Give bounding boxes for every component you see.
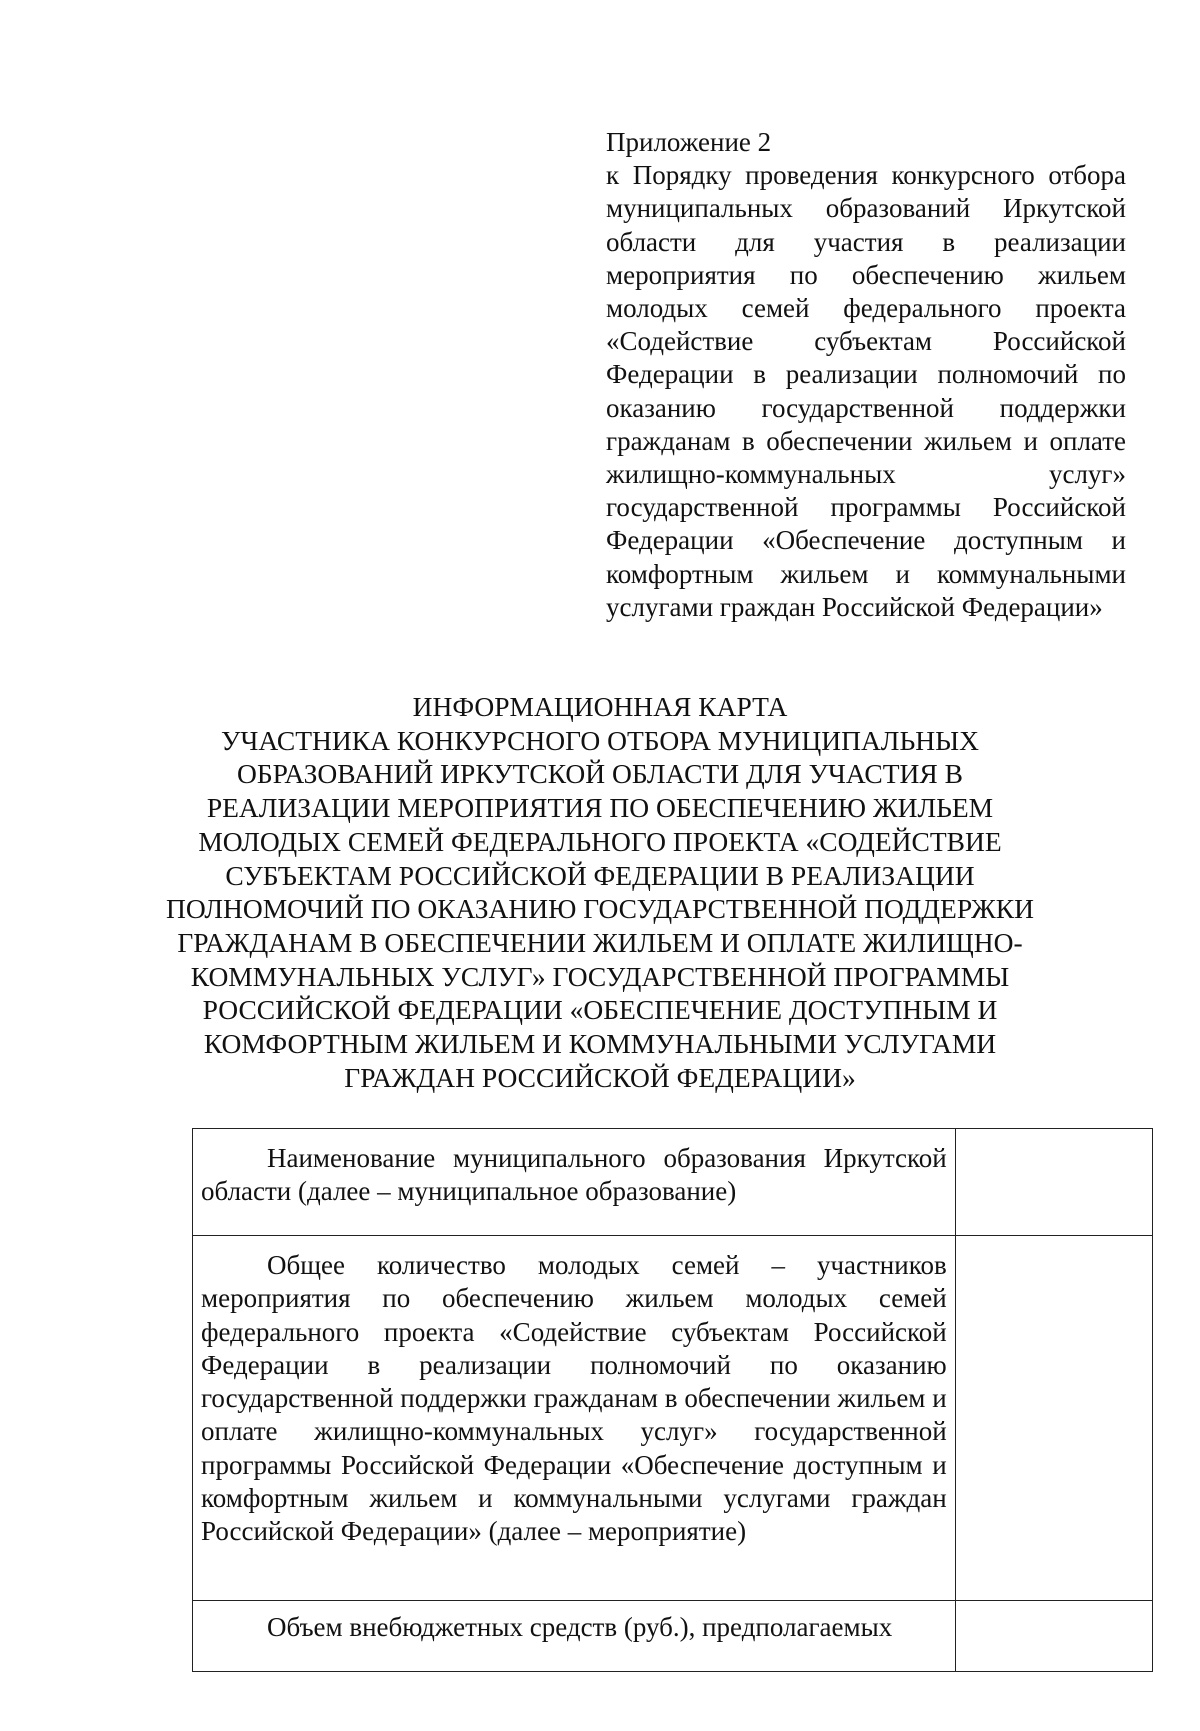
document-heading: ИНФОРМАЦИОННАЯ КАРТА УЧАСТНИКА КОНКУРСНОГО ОТБОРА МУНИЦИПАЛЬНЫХ ОБРАЗОВАНИЙ ИРКУТСКОЙ ОБЛАСТИ ДЛЯ УЧАСТИЯ В РЕАЛИЗАЦИИ МЕРОПРИЯТИЯ ПО ОБЕСПЕЧЕНИЮ ЖИЛЬЕМ МОЛОДЫХ СЕМЕЙ ФЕДЕРАЛЬНОГО ПРОЕКТА «СОДЕЙСТВИЕ СУБЪЕКТАМ РОССИЙСКОЙ ФЕДЕРАЦИИ В РЕАЛИЗАЦИИ ПОЛНОМОЧИЙ ПО ОКАЗАНИЮ ГОСУДАРСТВЕННОЙ ПОДДЕРЖКИ ГРАЖДАНАМ В ОБЕСПЕЧЕНИИ ЖИЛЬЕМ И ОПЛАТЕ ЖИЛИЩНО- КОММУНАЛЬНЫХ УСЛУГ» ГОСУДАРСТВЕННОЙ ПРОГРАММЫ РОССИЙСКОЙ ФЕДЕРАЦИИ «ОБЕСПЕЧЕНИЕ ДОСТУПНЫМ И КОМФОРТНЫМ ЖИЛЬЕМ И КОММУНАЛЬНЫМИ УСЛУГАМИ ГРАЖДАН РОССИЙСКОЙ ФЕДЕРАЦИИ» — [165, 691, 1035, 1093]
row-label-municipality-name: Наименование муниципального образования Иркутской области (далее – муниципальное образование) — [193, 1129, 956, 1236]
appendix-title: Приложение 2 — [606, 127, 772, 157]
table-row — [193, 1129, 1153, 1236]
row-value-municipality-name[interactable] — [955, 1129, 1152, 1236]
row-label-young-families-count: Общее количество молодых семей – участников мероприятия по обеспечению жильем молодых семей федерального проекта «Содействие субъектам Российской Федерации в реализации полномочий по оказанию государственной поддержки гражданам в обеспечении жильем и оплате жилищно-коммунальных услуг» государственной программы Российской Федерации «Обеспечение доступным и комфортным жильем и коммунальными услугами граждан Российской Федерации» (далее – мероприятие) — [193, 1236, 956, 1601]
row-label-extrabudgetary-funds: Объем внебюджетных средств (руб.), предполагаемых — [193, 1601, 956, 1672]
appendix-reference — [606, 126, 1126, 624]
info-card-table — [192, 1128, 1153, 1672]
row-value-young-families-count[interactable] — [955, 1236, 1152, 1601]
table-row — [193, 1236, 1153, 1601]
row-value-extrabudgetary-funds[interactable] — [955, 1601, 1152, 1672]
appendix-text: к Порядку проведения конкурсного отбора муниципальных образований Иркутской области для участия в реализации мероприятия по обеспечению жильем молодых семей федерального проекта «Содействие субъектам Российской Федерации в реализации полномочий по оказанию государственной поддержки гражданам в обеспечении жильем и оплате жилищно-коммунальных услуг» государственной программы Российской Федерации «Обеспечение доступным и комфортным жильем и коммунальными услугами граждан Российской Федерации» — [606, 160, 1126, 622]
table-row — [193, 1601, 1153, 1672]
